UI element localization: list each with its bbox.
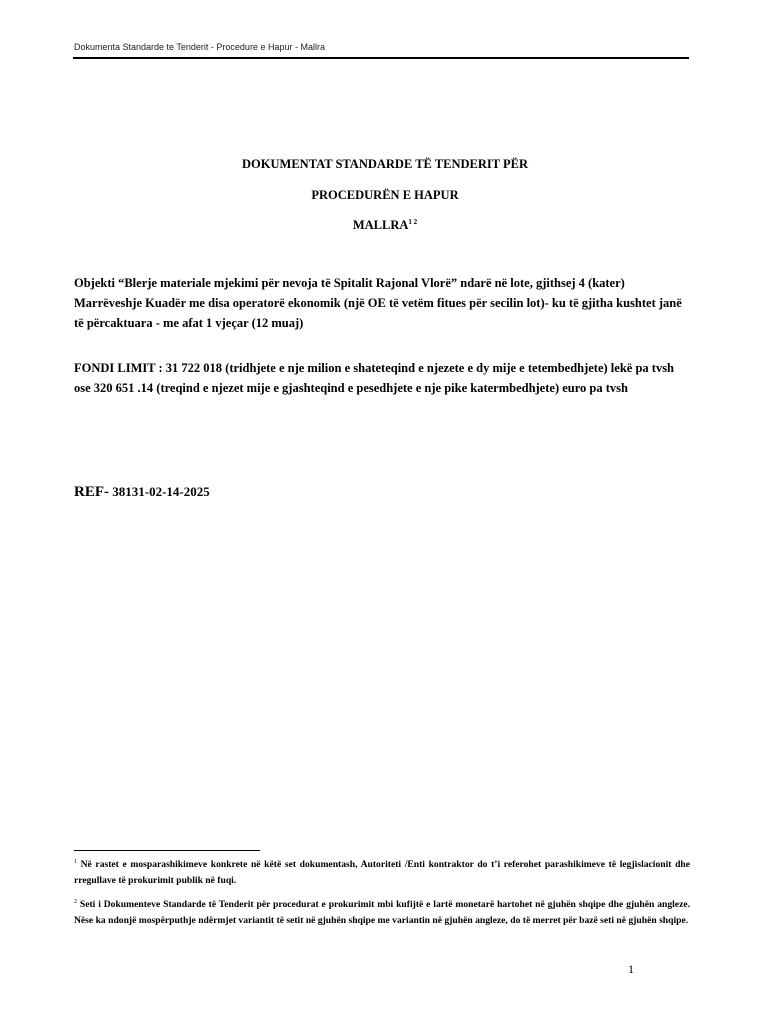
- footnote-1: [74, 854, 690, 889]
- document-title-line-3: [0, 218, 770, 233]
- footnote-1-text: Në rastet e mosparashikimeve konkrete në këtë set dokumentash, Autoriteti /Enti kontraktor do t’i referohet parashikimeve të legjislacionit dhe rregullave të prokurimit publik në fuqi.: [74, 859, 690, 887]
- fondi-limit-paragraph: FONDI LIMIT : 31 722 018 (tridhjete e nje milion e shateteqind e njezete e dy mije e tetembedhjete) lekë pa tvsh ose 320 651 .14 (treqind e njezet mije e gjashteqind e pesedhjete e nje pike katermbedhjete) euro pa tvsh: [74, 361, 675, 395]
- footnote-reference-markers: 1 2: [408, 218, 418, 226]
- running-header: Dokumenta Standarde te Tenderit - Procedure e Hapur - Mallra: [74, 42, 325, 52]
- footnote-2-text: Seti i Dokumenteve Standarde të Tenderit për procedurat e prokurimit mbi kufijtë e lartë monetarë hartohet në gjuhën shqipe dhe gjuhën angleze. Nëse ka ndonjë mospërputhje ndërmjet variantit të setit në gjuhën shqipe me variantin në gjuhën angleze, do të merret për bazë seti në gjuhën shqipe.: [74, 899, 690, 927]
- document-title-line-1: DOKUMENTAT STANDARDE TË TENDERIT PËR: [242, 157, 528, 171]
- footnote-separator: [74, 850, 260, 851]
- objekti-paragraph: Objekti “Blerje materiale mjekimi për nevoja të Spitalit Rajonal Vlorë” ndarë në lote, gjithsej 4 (kater) Marrëveshje Kuadër me disa operatorë ekonomik (një OE të vetëm fitues për secilin lot)- ku të gjitha kushtet janë të përcaktuara - me afat 1 vjeçar (12 muaj): [74, 276, 682, 330]
- reference-number: 38131-02-14-2025: [112, 484, 210, 499]
- footnote-1-marker: 1: [74, 859, 77, 865]
- reference-label: REF-: [74, 484, 109, 500]
- footnote-2-marker: 2: [74, 899, 77, 905]
- header-divider: [73, 57, 689, 59]
- page-number: 1: [628, 962, 634, 976]
- document-title-line-3-text: MALLRA: [352, 218, 409, 233]
- document-title-line-2: PROCEDURËN E HAPUR: [311, 188, 459, 202]
- reference-line: [74, 484, 210, 501]
- footnote-2: [74, 894, 690, 929]
